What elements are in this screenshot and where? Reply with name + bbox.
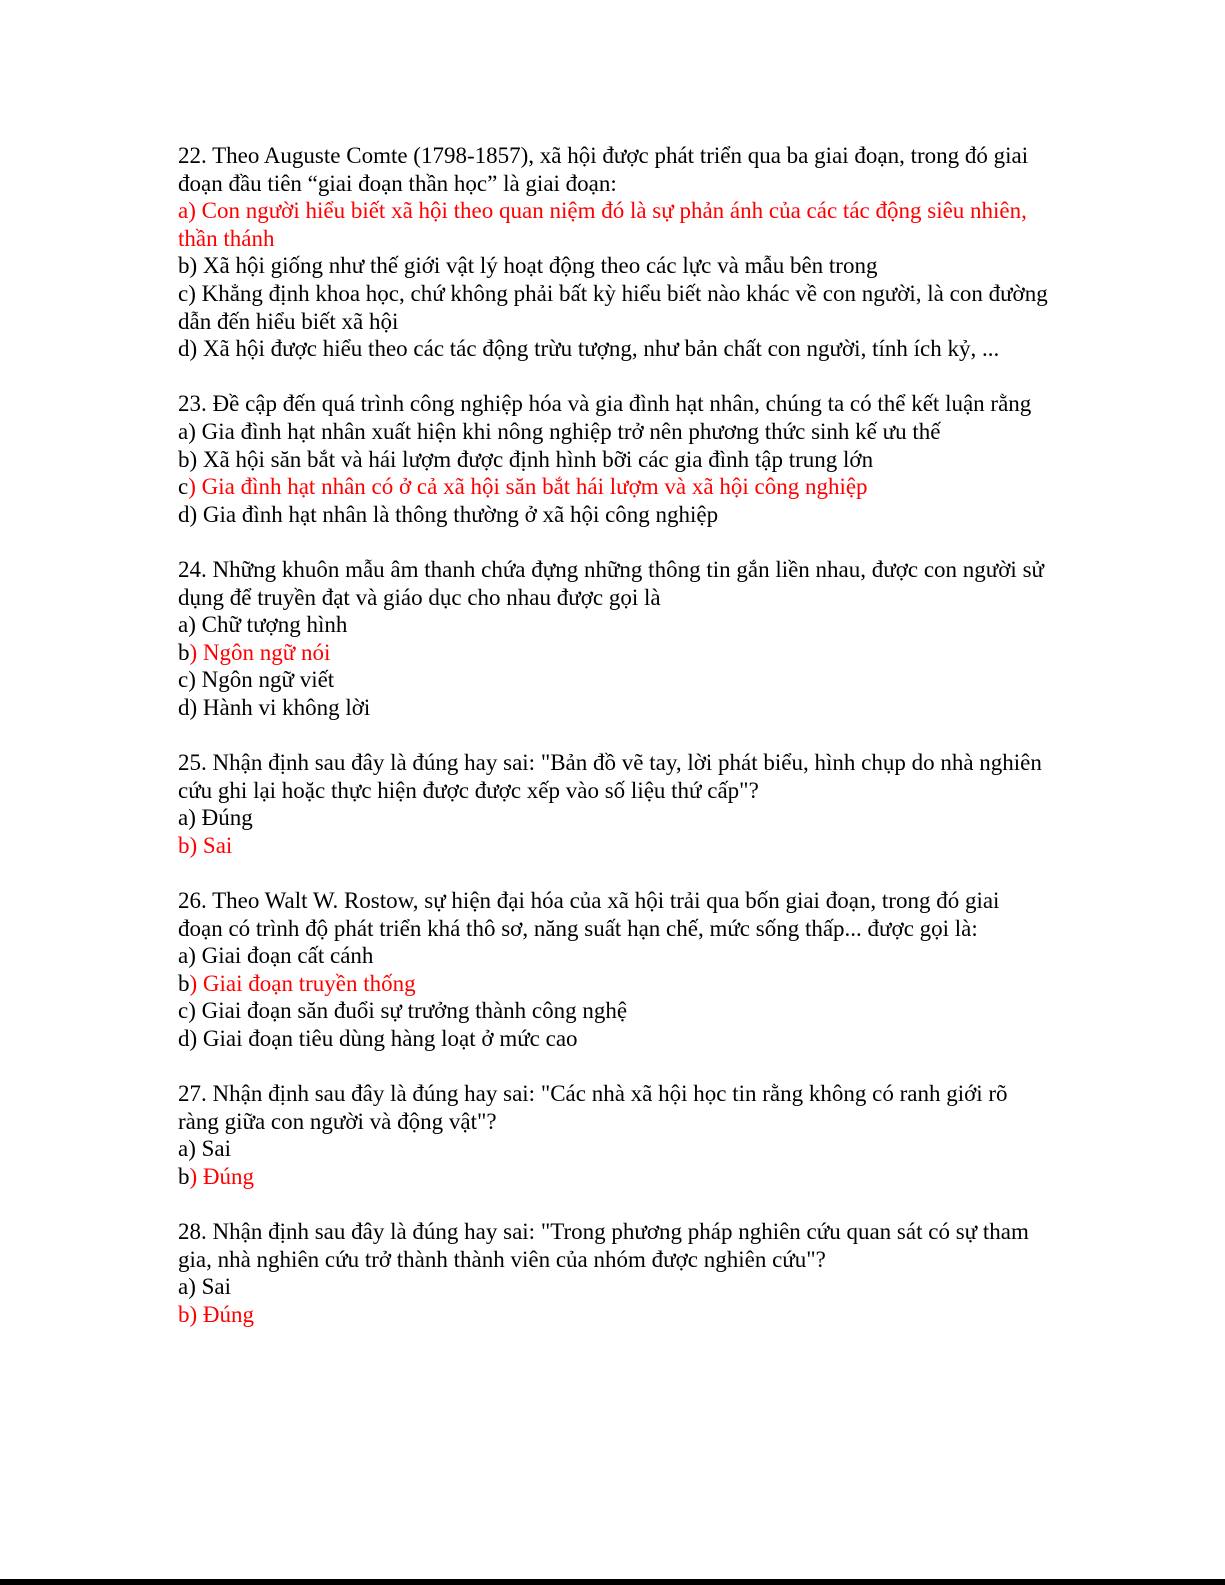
answer-text: ) Giai đoạn truyền thống [189, 970, 416, 996]
question-25 [178, 749, 1048, 859]
option-a: a) Giai đoạn cất cánh [178, 943, 374, 969]
question-stem: 28. Nhận định sau đây là đúng hay sai: "Trong phương pháp nghiên cứu quan sát có sự tham gia, nhà nghiên cứu trở thành thành viên của nhóm được nghiên cứu"? [178, 1219, 1029, 1272]
option-d: d) Gia đình hạt nhân là thông thường ở xã hội công nghiệp [178, 501, 719, 527]
question-stem: 27. Nhận định sau đây là đúng hay sai: "Các nhà xã hội học tin rằng không có ranh giới rõ ràng giữa con người và động vật"? [178, 1081, 1008, 1134]
question-26 [178, 887, 1048, 1053]
option-b-correct: b) Đúng [178, 1301, 255, 1327]
question-23 [178, 390, 1048, 528]
question-stem: 25. Nhận định sau đây là đúng hay sai: "Bản đồ vẽ tay, lời phát biểu, hình chụp do nhà nghiên cứu ghi lại hoặc thực hiện được được xếp vào số liệu thứ cấp"? [178, 750, 1042, 803]
option-b-correct [178, 1163, 1048, 1191]
option-a: a) Sai [178, 1136, 232, 1162]
answer-text: ) Đúng [189, 1163, 255, 1189]
option-a-correct: a) Con người hiểu biết xã hội theo quan niệm đó là sự phản ánh của các tác động siêu nhiên, thần thánh [178, 198, 1027, 251]
option-b-correct [178, 639, 1048, 667]
option-d: d) Xã hội được hiểu theo các tác động trừu tượng, như bản chất con người, tính ích kỷ, ... [178, 336, 1000, 362]
answer-text: ) Gia đình hạt nhân có ở cả xã hội săn bắt hái lượm và xã hội công nghiệp [188, 474, 868, 500]
option-b-correct [178, 970, 1048, 998]
option-letter: b [178, 639, 190, 665]
question-stem: 22. Theo Auguste Comte (1798-1857), xã hội được phát triển qua ba giai đoạn, trong đó giai đoạn đầu tiên “giai đoạn thần học” là giai đoạn: [178, 143, 1029, 196]
question-27 [178, 1080, 1048, 1190]
option-c-correct [178, 473, 1048, 501]
question-22 [178, 142, 1048, 363]
option-letter: b [178, 970, 190, 996]
option-b: b) Xã hội giống như thế giới vật lý hoạt động theo các lực và mẫu bên trong [178, 253, 878, 279]
option-b-correct: b) Sai [178, 832, 233, 858]
question-28 [178, 1218, 1048, 1328]
quiz-document [178, 142, 1048, 1356]
option-c: c) Ngôn ngữ viết [178, 667, 335, 693]
option-a: a) Chữ tượng hình [178, 612, 348, 638]
option-d: d) Hành vi không lời [178, 694, 371, 720]
question-stem: 26. Theo Walt W. Rostow, sự hiện đại hóa của xã hội trải qua bốn giai đoạn, trong đó giai đoạn có trình độ phát triển khá thô sơ, năng suất hạn chế, mức sống thấp... được gọi là: [178, 888, 1000, 941]
page-bottom-rule [0, 1579, 1225, 1585]
question-24 [178, 556, 1048, 722]
option-b: b) Xã hội săn bắt và hái lượm được định hình bỡi các gia đình tập trung lớn [178, 446, 874, 472]
option-letter: c [178, 474, 189, 500]
question-stem: 23. Đề cập đến quá trình công nghiệp hóa và gia đình hạt nhân, chúng ta có thể kết luận rằng [178, 391, 1032, 417]
option-c: c) Khẳng định khoa học, chứ không phải bất kỳ hiểu biết nào khác về con người, là con đường dẫn đến hiểu biết xã hội [178, 280, 1048, 334]
option-a: a) Đúng [178, 805, 253, 831]
option-a: a) Gia đình hạt nhân xuất hiện khi nông nghiệp trở nên phương thức sinh kế ưu thế [178, 418, 941, 444]
option-d: d) Giai đoạn tiêu dùng hàng loạt ở mức cao [178, 1026, 578, 1051]
question-stem: 24. Những khuôn mẫu âm thanh chứa đựng những thông tin gắn liền nhau, được con người sử dụng để truyền đạt và giáo dục cho nhau được gọi là [178, 556, 1044, 610]
option-c: c) Giai đoạn săn đuổi sự trưởng thành công nghệ [178, 998, 628, 1024]
option-letter: b [178, 1163, 190, 1189]
answer-text: ) Ngôn ngữ nói [189, 639, 331, 665]
option-a: a) Sai [178, 1274, 232, 1300]
